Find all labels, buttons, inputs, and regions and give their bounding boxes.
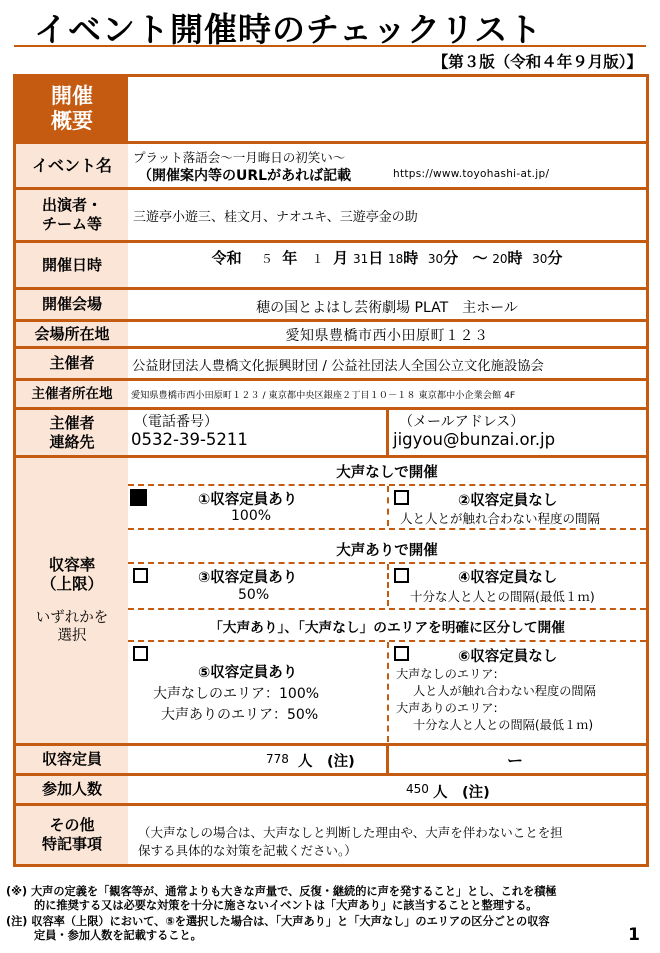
divider: [387, 642, 389, 742]
capacity-count-field[interactable]: [128, 746, 386, 773]
option3-checkbox[interactable]: [133, 568, 148, 587]
venue-address-label: 会場所在地: [16, 322, 128, 346]
venue-address-value: 愛知県豊橋市西小田原町１２３: [285, 328, 489, 344]
no-shout-header: 大声なしで開催: [336, 465, 438, 481]
date-value: 令和 ５ 年 １ 月 31日 18時 30分 ～ 20時 30分: [211, 249, 563, 267]
event-name-value: プラット落語会～一月晦日の初笑い～: [133, 150, 346, 165]
participants-label: 参加人数: [16, 776, 128, 803]
capacity-count-alt-field[interactable]: [389, 746, 646, 773]
option1-title: ①収容定員あり: [198, 492, 298, 508]
option4-checkbox[interactable]: [394, 568, 409, 587]
title-underline: [14, 45, 646, 47]
option3-title: ③収容定員あり: [198, 570, 298, 586]
mixed-header: 「大声あり」、「大声なし」のエリアを明確に区分して開催: [209, 620, 565, 636]
option1-value: 100%: [231, 508, 272, 524]
venue-value: 穂の国とよはし芸術劇場 PLAT 主ホール: [256, 300, 518, 316]
organizer-field[interactable]: [128, 349, 646, 378]
option5-line2: 大声ありのエリア：50%: [161, 707, 319, 723]
option6-line4: 十分な人と人との間隔(最低１ｍ): [413, 718, 594, 732]
page-title: イベント開催時のチェックリスト: [34, 10, 543, 49]
page-number: 1: [628, 925, 640, 945]
option3-value: 50%: [238, 587, 270, 603]
phone-value: 0532-39-5211: [131, 430, 248, 449]
contact-label: 主催者 連絡先: [16, 410, 128, 455]
capacity-count-value: 778: [266, 752, 289, 766]
option6-line1: 大声なしのエリア:: [396, 667, 498, 681]
option4-title: ④収容定員なし: [458, 570, 558, 586]
organizer-label: 主催者: [16, 349, 128, 378]
option1-checkbox[interactable]: [130, 489, 147, 510]
option2-title: ②収容定員なし: [458, 493, 558, 509]
date-field[interactable]: [128, 243, 646, 287]
option6-checkbox[interactable]: [394, 646, 409, 665]
option5-line1: 大声なしのエリア：100%: [153, 686, 320, 702]
divider: [128, 608, 646, 610]
other-notes-line1: （大声なしの場合は、大声なしと判断した理由や、大声を伴わないことを担: [138, 825, 563, 840]
participants-unit: 人 (注): [433, 785, 490, 801]
divider: [128, 528, 646, 530]
performers-value: 三遊亭小遊三、桂文月、ナオユキ、三遊亭金の助: [133, 210, 418, 225]
capacity-count-label: 収容定員: [16, 746, 128, 773]
version-label: 【第３版（令和４年９月版）】: [432, 53, 642, 71]
organizer-address-label: 主催者所在地: [16, 381, 128, 407]
participants-field[interactable]: [128, 776, 646, 803]
venue-label: 開催会場: [16, 290, 128, 319]
performers-label: 出演者・ チーム等: [16, 190, 128, 240]
organizer-value: 公益財団法人豊橋文化振興財団 / 公益社団法人全国公立文化施設協会: [132, 359, 544, 374]
email-field[interactable]: [389, 410, 646, 455]
organizer-address-value: 愛知県豊橋市西小田原町１２３ / 東京都中央区銀座２丁目１０－１８ 東京都中小企業会館 4F: [131, 390, 516, 401]
other-notes-label: その他 特記事項: [16, 806, 128, 864]
venue-field[interactable]: [128, 290, 646, 319]
capacity-count-unit: 人 (注): [298, 754, 355, 770]
capacity-rate-label: 収容率 （上限） いずれかを 選択: [16, 458, 128, 743]
capacity-rate-options: [128, 458, 646, 743]
option6-line3: 大声ありのエリア:: [396, 701, 498, 715]
event-url[interactable]: https://www.toyohashi-at.jp/: [393, 168, 550, 180]
option2-checkbox[interactable]: [394, 490, 409, 509]
option5-title: ⑤収容定員あり: [198, 665, 298, 681]
other-notes-line2: 保する具体的な対策を記載ください。）: [138, 843, 357, 858]
event-name-label: イベント名: [16, 144, 128, 187]
url-note: （開催案内等のURLがあれば記載: [138, 168, 352, 184]
venue-address-field[interactable]: [128, 322, 646, 346]
event-name-field[interactable]: [128, 144, 646, 187]
email-label: （メールアドレス）: [399, 414, 525, 430]
checklist-form: [13, 74, 649, 867]
overview-value: [128, 77, 646, 141]
capacity-count-dash: ー: [507, 751, 524, 770]
shout-header: 大声ありで開催: [336, 543, 438, 559]
date-label: 開催日時: [16, 243, 128, 287]
other-notes-field[interactable]: [128, 806, 646, 864]
option5-checkbox[interactable]: [133, 646, 148, 665]
footnote-shout-definition: (※) 大声の定義を「観客等が、通常よりも大きな声量で、反復・継続的に声を発すること」とし、これを積極 的に推奨する又は必要な対策を十分に施さないイベントは「大声あり」に該当することと整理する。: [6, 885, 557, 913]
footnote-capacity-note: (注) 収容率（上限）において、⑤を選択した場合は、「大声あり」と「大声なし」のエリアの区分ごとの収容 定員・参加人数を記載すること。: [6, 915, 550, 943]
option4-desc: 十分な人と人との間隔(最低１ｍ): [410, 589, 595, 604]
email-value: jigyou@bunzai.or.jp: [393, 430, 556, 449]
divider: [387, 564, 389, 606]
option6-line2: 人と人が触れ合わない程度の間隔: [413, 684, 596, 698]
divider: [387, 486, 389, 526]
phone-label: （電話番号）: [134, 414, 218, 430]
participants-value: 450: [406, 782, 429, 796]
phone-field[interactable]: [128, 410, 386, 455]
organizer-address-field[interactable]: [128, 381, 646, 407]
option6-title: ⑥収容定員なし: [458, 649, 558, 665]
performers-field[interactable]: [128, 190, 646, 240]
overview-label: 開催 概要: [16, 77, 128, 141]
option2-desc: 人と人とが触れ合わない程度の間隔: [400, 511, 601, 526]
